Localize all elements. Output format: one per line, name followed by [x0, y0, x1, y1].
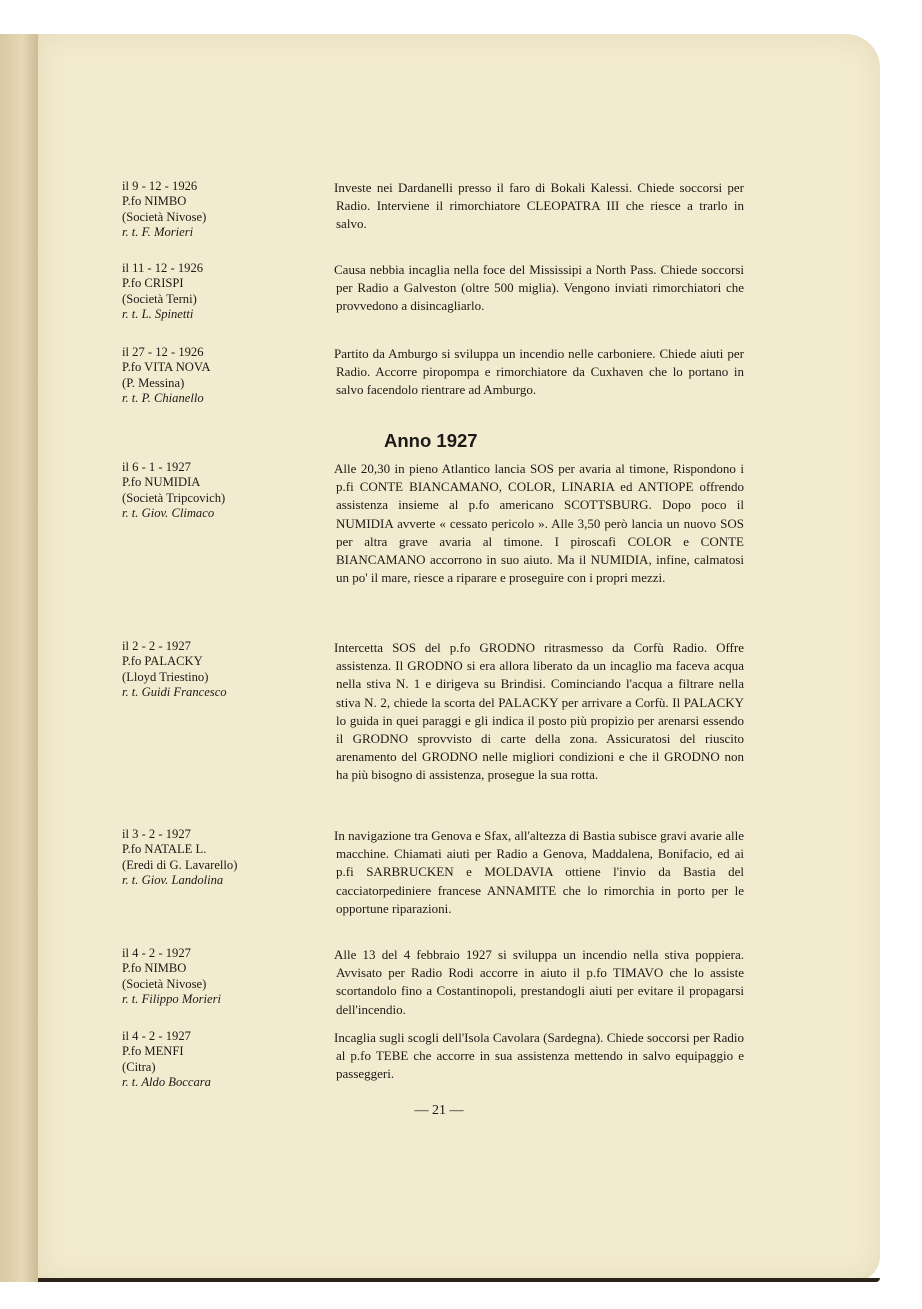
- entry-owner: (Società Terni): [122, 291, 197, 306]
- entry-text: Causa nebbia incaglia nella foce del Mississipi a North Pass. Chiede soccorsi per Radio a Galveston (oltre 500 miglia). Vengono inviati rimorchiatori che provvedono a disincagliarlo.: [334, 262, 744, 314]
- entry-text: Intercetta SOS del p.fo GRODNO ritrasmesso da Corfù Radio. Offre assistenza. Il GRODNO si era allora liberato da un incaglio ma faceva acqua nella stiva N. 1 e dirigeva su Brindisi. Cominciando l'acqua a filtrare nella stiva N. 2, chiede la scorta del PALACKY per arrivare a Corfù. Il PALACKY lo guida in quei paraggi e gli indica il posto più propizio per arenarsi essendo il GRODNO sprovvisto di carte della zona. Assicuratosi del riuscito arenamento del GRODNO nelle migliori condizioni e che il GRODNO non ha più bisogno di assistenza, prosegue la sua rotta.: [334, 640, 744, 783]
- entry-ship: P.fo MENFI: [122, 1044, 184, 1059]
- entry-operator: r. t. Guidi Francesco: [122, 685, 227, 700]
- entry-text: Alle 20,30 in pieno Atlantico lancia SOS per avaria al timone, Rispondono i p.fi CONTE BIANCAMANO, COLOR, LINARIA ed ANTIOPE offrendo assistenza insieme al p.fo americano SCOTTSBURG. Dopo poco il NUMIDIA avverte « cessato pericolo ». Alle 3,50 però lancia un nuovo SOS per altra grave avaria al timone. I piroscafi COLOR e CONTE BIANCAMANO accorrono in suo aiuto. Ma il NUMIDIA, infine, calmatosi un po' il mare, riesce a riparare e proseguire con i propri mezzi.: [334, 461, 744, 586]
- entry-meta: [122, 1029, 332, 1091]
- entry-owner: (Società Tripcovich): [122, 490, 226, 505]
- entry-meta: [122, 946, 332, 1008]
- entry-operator: r. t. P. Chianello: [122, 391, 204, 406]
- entry-ship: P.fo NATALE L.: [122, 842, 207, 857]
- page-number: — 21 —: [414, 1103, 464, 1118]
- entry-operator: r. t. Filippo Morieri: [122, 992, 222, 1007]
- entry-text: Investe nei Dardanelli presso il faro di Bokali Kalessi. Chiede soccorsi per Radio. Interviene il rimorchiatore CLEOPATRA III che riesce a trarlo in salvo.: [334, 180, 744, 232]
- entry-date: il 11 - 12 - 1926: [122, 261, 204, 275]
- entry-operator: r. t. F. Morieri: [122, 225, 194, 240]
- entry-owner: (Società Nivose): [122, 209, 207, 224]
- entry-ship: P.fo NIMBO: [122, 194, 187, 209]
- entry-meta: [122, 261, 332, 323]
- entry-meta: [122, 827, 332, 889]
- entry-text: In navigazione tra Genova e Sfax, all'altezza di Bastia subisce gravi avarie alle macchine. Chiamati aiuti per Radio a Genova, Maddalena, Bonifacio, ed ai p.fi SARBRUCKEN e MOLDAVIA ottiene l'invio da Bastia del cacciatorpediniere francese ANNAMITE che lo rimorchia in porto per le opportune riparazioni.: [334, 828, 744, 916]
- entry-meta: [122, 179, 332, 241]
- entry-meta: [122, 460, 332, 522]
- entry-text: Partito da Amburgo si sviluppa un incendio nelle carboniere. Chiede aiuti per Radio. Accorre piropompa e rimorchiatore da Cuxhaven che lo portano in salvo facendolo rientrare ad Amburgo.: [334, 346, 744, 398]
- entry-date: il 27 - 12 - 1926: [122, 345, 204, 359]
- entry-ship: P.fo PALACKY: [122, 654, 203, 669]
- entry-ship: P.fo CRISPI: [122, 276, 184, 291]
- entry-operator: r. t. L. Spinetti: [122, 307, 194, 322]
- entry-date: il 6 - 1 - 1927: [122, 460, 191, 474]
- entry-date: il 4 - 2 - 1927: [122, 946, 191, 960]
- entry-text: Incaglia sugli scogli dell'Isola Cavolara (Sardegna). Chiede soccorsi per Radio al p.fo TEBE che accorre in sua assistenza mettendo in salvo equipaggio e passeggeri.: [334, 1030, 744, 1082]
- entry-operator: r. t. Giov. Climaco: [122, 506, 215, 521]
- year-heading: Anno 1927: [384, 430, 478, 451]
- entry-ship: P.fo NIMBO: [122, 961, 187, 976]
- entry-ship: P.fo NUMIDIA: [122, 475, 201, 490]
- entry-date: il 4 - 2 - 1927: [122, 1029, 191, 1043]
- entry-date: il 3 - 2 - 1927: [122, 827, 191, 841]
- entry-owner: (Citra): [122, 1059, 156, 1074]
- entry-operator: r. t. Aldo Boccara: [122, 1075, 211, 1090]
- entry-owner: (P. Messina): [122, 375, 185, 390]
- document-page: [38, 34, 880, 1282]
- entry-date: il 9 - 12 - 1926: [122, 179, 198, 193]
- entry-date: il 2 - 2 - 1927: [122, 639, 191, 653]
- entry-owner: (Eredi di G. Lavarello): [122, 857, 238, 872]
- entry-meta: [122, 345, 332, 407]
- entry-operator: r. t. Giov. Landolina: [122, 873, 224, 888]
- book-spine: [0, 34, 40, 1282]
- entry-meta: [122, 639, 332, 701]
- entry-ship: P.fo VITA NOVA: [122, 360, 211, 375]
- entry-text: Alle 13 del 4 febbraio 1927 si sviluppa un incendio nella stiva poppiera. Avvisato per Radio Rodi accorre in aiuto il p.fo TIMAVO che lo assiste scortandolo fino a Costantinopoli, prestandogli aiuti per evitare il propagarsi dell'incendio.: [334, 947, 744, 1017]
- entry-owner: (Società Nivose): [122, 976, 207, 991]
- entry-owner: (Lloyd Triestino): [122, 669, 209, 684]
